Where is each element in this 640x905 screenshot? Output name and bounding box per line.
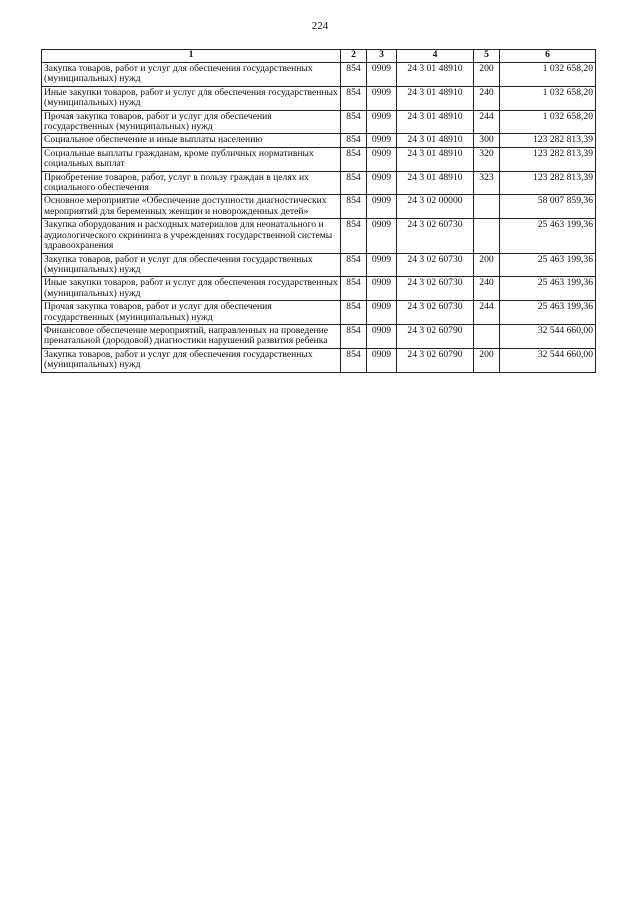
row-col-4: 24 3 01 48910	[397, 147, 474, 171]
row-col-2: 854	[341, 277, 367, 301]
row-col-6: 25 463 199,36	[500, 277, 596, 301]
row-name: Закупка товаров, работ и услуг для обеспечения государственных (муниципальных) нужд	[42, 253, 341, 277]
row-col-5: 323	[474, 171, 500, 195]
row-col-5: 244	[474, 301, 500, 325]
row-col-6: 58 007 859,36	[500, 195, 596, 219]
row-col-3: 0909	[367, 277, 397, 301]
row-col-5	[474, 219, 500, 253]
row-col-6: 32 544 660,00	[500, 324, 596, 348]
row-col-5: 200	[474, 63, 500, 87]
table-row	[42, 253, 596, 277]
row-name: Иные закупки товаров, работ и услуг для обеспечения государственных (муниципальных) нужд	[42, 86, 341, 110]
row-col-3: 0909	[367, 253, 397, 277]
row-col-2: 854	[341, 195, 367, 219]
header-col-4: 4	[397, 50, 474, 63]
row-col-4: 24 3 01 48910	[397, 86, 474, 110]
row-col-5: 244	[474, 110, 500, 134]
budget-table	[41, 49, 596, 373]
table-row	[42, 110, 596, 134]
row-name: Закупка товаров, работ и услуг для обеспечения государственных (муниципальных) нужд	[42, 348, 341, 372]
row-name: Иные закупки товаров, работ и услуг для обеспечения государственных (муниципальных) нужд	[42, 277, 341, 301]
row-col-6: 1 032 658,20	[500, 86, 596, 110]
row-col-2: 854	[341, 301, 367, 325]
table-body	[42, 63, 596, 373]
row-col-4: 24 3 02 60730	[397, 219, 474, 253]
row-col-4: 24 3 02 00000	[397, 195, 474, 219]
row-col-6: 123 282 813,39	[500, 147, 596, 171]
row-name: Прочая закупка товаров, работ и услуг для обеспечения государственных (муниципальных) нужд	[42, 110, 341, 134]
row-col-4: 24 3 02 60730	[397, 301, 474, 325]
row-col-5: 240	[474, 86, 500, 110]
row-col-2: 854	[341, 134, 367, 147]
row-col-2: 854	[341, 63, 367, 87]
row-name: Прочая закупка товаров, работ и услуг для обеспечения государственных (муниципальных) нужд	[42, 301, 341, 325]
row-name: Приобретение товаров, работ, услуг в пользу граждан в целях их социального обеспечения	[42, 171, 341, 195]
row-col-2: 854	[341, 348, 367, 372]
row-col-2: 854	[341, 147, 367, 171]
table-row	[42, 324, 596, 348]
row-col-6: 123 282 813,39	[500, 171, 596, 195]
row-col-2: 854	[341, 253, 367, 277]
row-col-3: 0909	[367, 195, 397, 219]
row-col-3: 0909	[367, 348, 397, 372]
row-col-5: 200	[474, 348, 500, 372]
row-col-5	[474, 195, 500, 219]
header-col-5: 5	[474, 50, 500, 63]
table-row	[42, 134, 596, 147]
row-col-3: 0909	[367, 324, 397, 348]
row-col-4: 24 3 02 60730	[397, 277, 474, 301]
page-number: 224	[311, 20, 329, 32]
row-col-6: 25 463 199,36	[500, 253, 596, 277]
row-col-5: 240	[474, 277, 500, 301]
header-col-2: 2	[341, 50, 367, 63]
table-row	[42, 277, 596, 301]
table-row	[42, 171, 596, 195]
table-row	[42, 63, 596, 87]
row-col-5: 200	[474, 253, 500, 277]
row-col-2: 854	[341, 86, 367, 110]
row-col-3: 0909	[367, 110, 397, 134]
row-name: Закупка оборудования и расходных материалов для неонатального и аудиологического скрининга в учреждениях государственной системы здравоохранения	[42, 219, 341, 253]
row-col-3: 0909	[367, 147, 397, 171]
row-col-2: 854	[341, 110, 367, 134]
row-col-6: 32 544 660,00	[500, 348, 596, 372]
row-col-6: 25 463 199,36	[500, 219, 596, 253]
row-col-5: 320	[474, 147, 500, 171]
row-name: Закупка товаров, работ и услуг для обеспечения государственных (муниципальных) нужд	[42, 63, 341, 87]
row-col-3: 0909	[367, 171, 397, 195]
table-row	[42, 86, 596, 110]
header-col-3: 3	[367, 50, 397, 63]
row-col-5: 300	[474, 134, 500, 147]
row-col-2: 854	[341, 219, 367, 253]
row-col-2: 854	[341, 171, 367, 195]
table-row	[42, 348, 596, 372]
row-col-3: 0909	[367, 134, 397, 147]
header-col-6: 6	[500, 50, 596, 63]
table-row	[42, 147, 596, 171]
row-col-3: 0909	[367, 63, 397, 87]
table-row	[42, 301, 596, 325]
header-row	[42, 50, 596, 63]
row-name: Основное мероприятие «Обеспечение доступности диагностических мероприятий для беременных женщин и новорожденных детей»	[42, 195, 341, 219]
row-col-4: 24 3 02 60790	[397, 348, 474, 372]
row-name: Финансовое обеспечение мероприятий, направленных на проведение пренатальной (дородовой) диагностики нарушений развития ребенка	[42, 324, 341, 348]
row-col-3: 0909	[367, 219, 397, 253]
row-col-2: 854	[341, 324, 367, 348]
row-col-3: 0909	[367, 301, 397, 325]
row-col-6: 25 463 199,36	[500, 301, 596, 325]
row-col-4: 24 3 01 48910	[397, 134, 474, 147]
row-col-4: 24 3 01 48910	[397, 171, 474, 195]
row-col-4: 24 3 01 48910	[397, 110, 474, 134]
row-col-4: 24 3 02 60790	[397, 324, 474, 348]
row-col-4: 24 3 02 60730	[397, 253, 474, 277]
row-col-5	[474, 324, 500, 348]
header-col-1: 1	[42, 50, 341, 63]
row-col-6: 123 282 813,39	[500, 134, 596, 147]
row-col-4: 24 3 01 48910	[397, 63, 474, 87]
row-col-6: 1 032 658,20	[500, 110, 596, 134]
row-col-6: 1 032 658,20	[500, 63, 596, 87]
row-col-3: 0909	[367, 86, 397, 110]
table-row	[42, 195, 596, 219]
table-row	[42, 219, 596, 253]
row-name: Социальные выплаты гражданам, кроме публичных нормативных социальных выплат	[42, 147, 341, 171]
row-name: Социальное обеспечение и иные выплаты населению	[42, 134, 341, 147]
